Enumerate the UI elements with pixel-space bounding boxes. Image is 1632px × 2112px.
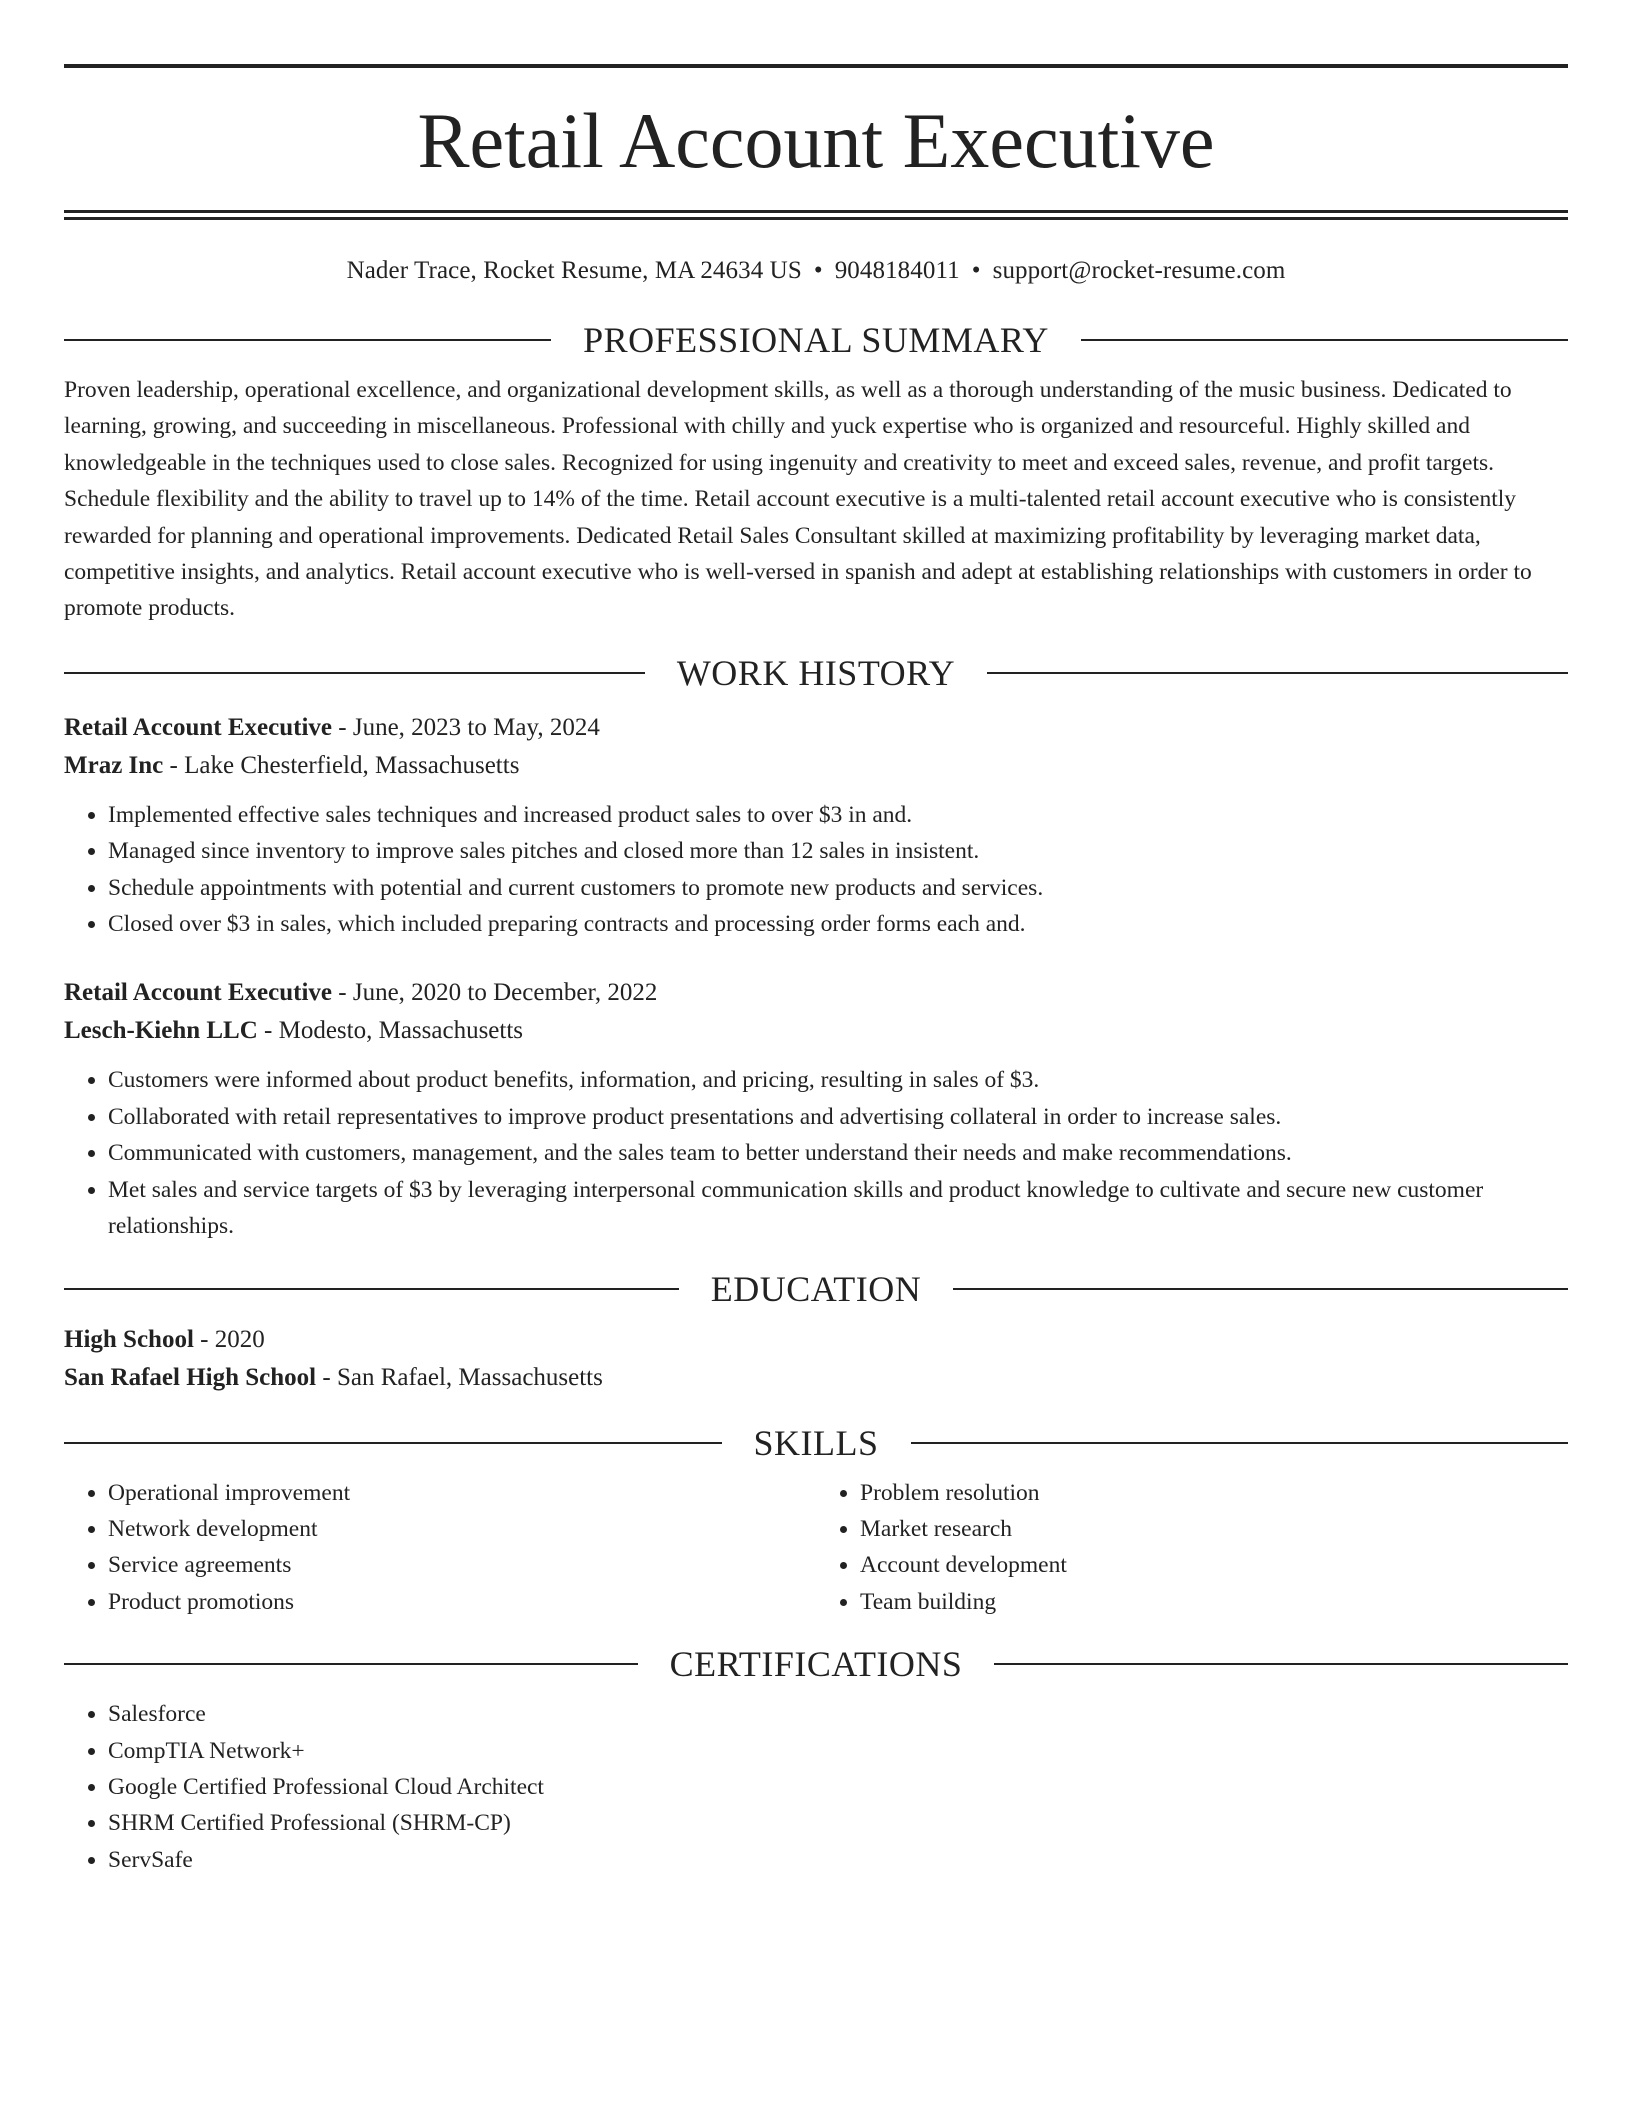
education-entry bbox=[64, 1321, 1568, 1397]
education-school: San Rafael High School bbox=[64, 1363, 317, 1391]
job-company-line bbox=[64, 747, 1568, 785]
job-title-line bbox=[64, 974, 1568, 1012]
section-rule-left bbox=[64, 1288, 679, 1290]
skills-section-header bbox=[64, 1422, 1568, 1463]
job-company: Lesch-Kiehn LLC bbox=[64, 1017, 258, 1045]
contact-separator: • bbox=[813, 257, 823, 284]
skill-item: • Market research bbox=[860, 1511, 1568, 1547]
education-degree-line bbox=[64, 1321, 1568, 1359]
job-bullet: • Collaborated with retail representatives to improve product presentations and advertising collateral in order to increase sales. bbox=[108, 1099, 1568, 1135]
skill-item: • Network development bbox=[108, 1511, 816, 1547]
job-company: Mraz Inc bbox=[64, 751, 164, 779]
section-rule-right bbox=[953, 1288, 1568, 1290]
job-location: - Lake Chesterfield, Massachusetts bbox=[163, 751, 520, 779]
section-rule-right bbox=[994, 1663, 1568, 1665]
certification-item: • CompTIA Network+ bbox=[108, 1733, 1568, 1769]
certification-item: • Google Certified Professional Cloud Architect bbox=[108, 1769, 1568, 1805]
job-bullet: • Schedule appointments with potential and current customers to promote new products and services. bbox=[108, 870, 1568, 906]
job-bullet: • Implemented effective sales techniques and increased product sales to over $3 in and. bbox=[108, 797, 1568, 833]
summary-section-header bbox=[64, 322, 1568, 358]
skills-heading: SKILLS bbox=[753, 1422, 879, 1463]
job-entry bbox=[64, 709, 1568, 943]
certifications-heading: CERTIFICATIONS bbox=[669, 1644, 963, 1685]
work-heading: WORK HISTORY bbox=[676, 652, 956, 693]
job-bullet: • Met sales and service targets of $3 by leveraging interpersonal communication skills and product knowledge to cultivate and secure new customer relationships. bbox=[108, 1172, 1568, 1245]
section-rule-left bbox=[64, 672, 645, 674]
job-bullet: • Managed since inventory to improve sales pitches and closed more than 12 sales in insistent. bbox=[108, 833, 1568, 869]
job-entry bbox=[64, 974, 1568, 1244]
education-school-line bbox=[64, 1359, 1568, 1397]
job-role: Retail Account Executive bbox=[64, 713, 333, 741]
job-bullet: • Closed over $3 in sales, which included preparing contracts and processing order forms each and. bbox=[108, 906, 1568, 942]
resume-title: Retail Account Executive bbox=[417, 97, 1215, 184]
title-double-rule bbox=[64, 210, 1568, 220]
section-rule-right bbox=[1081, 339, 1568, 341]
contact-phone: 9048184011 bbox=[834, 257, 960, 284]
job-title-line bbox=[64, 709, 1568, 747]
section-rule-left bbox=[64, 1442, 722, 1444]
job-bullet: • Customers were informed about product benefits, information, and pricing, resulting in sales of $3. bbox=[108, 1062, 1568, 1098]
education-year: - 2020 bbox=[193, 1325, 265, 1353]
skill-item: • Account development bbox=[860, 1547, 1568, 1583]
education-heading: EDUCATION bbox=[710, 1268, 922, 1309]
certification-item: • SHRM Certified Professional (SHRM-CP) bbox=[108, 1805, 1568, 1841]
contact-line bbox=[64, 256, 1568, 286]
job-dates: - June, 2023 to May, 2024 bbox=[332, 713, 600, 741]
skill-item: • Problem resolution bbox=[860, 1475, 1568, 1511]
section-rule-right bbox=[987, 672, 1568, 674]
section-rule-right bbox=[911, 1442, 1569, 1444]
section-rule-left bbox=[64, 339, 551, 341]
job-location: - Modesto, Massachusetts bbox=[257, 1017, 524, 1045]
summary-heading: PROFESSIONAL SUMMARY bbox=[583, 320, 1049, 360]
certification-item: • Salesforce bbox=[108, 1696, 1568, 1732]
certification-item: • ServSafe bbox=[108, 1842, 1568, 1878]
skills-list-left bbox=[64, 1475, 816, 1621]
education-section-header bbox=[64, 1268, 1568, 1309]
skills-grid bbox=[64, 1475, 1568, 1621]
job-bullets bbox=[64, 1062, 1568, 1244]
job-bullets bbox=[64, 797, 1568, 943]
contact-email: support@rocket-resume.com bbox=[992, 257, 1286, 284]
work-section-header bbox=[64, 652, 1568, 693]
skill-item: • Product promotions bbox=[108, 1584, 816, 1620]
job-role: Retail Account Executive bbox=[64, 979, 333, 1007]
skill-item: • Service agreements bbox=[108, 1547, 816, 1583]
contact-separator: • bbox=[971, 257, 981, 284]
skill-item: • Operational improvement bbox=[108, 1475, 816, 1511]
job-dates: - June, 2020 to December, 2022 bbox=[332, 979, 658, 1007]
summary-text: Proven leadership, operational excellence, and organizational development skills, as well as a thorough understanding of the music business. Dedicated to learning, growing, and succeeding in miscellaneous. Professional with chilly and yuck expertise who is organized and resourceful. Highly skilled and knowledgeable in the techniques used to close sales. Recognized for using ingenuity and creativity to meet and exceed sales, revenue, and profit targets. Schedule flexibility and the ability to travel up to 14% of the time. Retail account executive is a multi-talented retail account executive who is consistently rewarded for planning and operational improvements. Dedicated Retail Sales Consultant skilled at maximizing profitability by leveraging market data, competitive insights, and analytics. Retail account executive who is well-versed in spanish and adept at establishing relationships with customers in order to promote products. bbox=[64, 377, 1532, 622]
education-degree: High School bbox=[64, 1325, 194, 1353]
certifications-list bbox=[64, 1696, 1568, 1878]
top-rule bbox=[64, 64, 1568, 68]
job-bullet: • Communicated with customers, management, and the sales team to better understand their needs and make recommendations. bbox=[108, 1135, 1568, 1171]
certifications-block bbox=[64, 1696, 1568, 1878]
contact-address: Nader Trace, Rocket Resume, MA 24634 US bbox=[346, 257, 802, 284]
section-rule-left bbox=[64, 1663, 638, 1665]
skill-item: • Team building bbox=[860, 1584, 1568, 1620]
skills-list-right bbox=[816, 1475, 1568, 1621]
education-location: - San Rafael, Massachusetts bbox=[316, 1363, 603, 1391]
job-company-line bbox=[64, 1012, 1568, 1050]
certifications-section-header bbox=[64, 1644, 1568, 1685]
